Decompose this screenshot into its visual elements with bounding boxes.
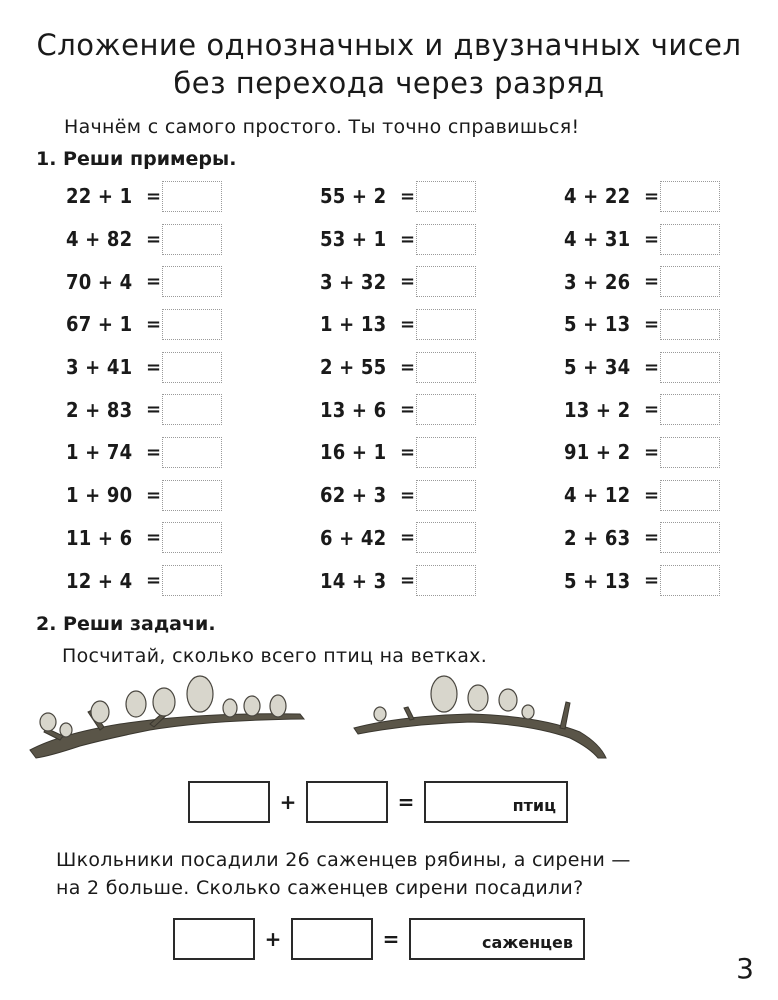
exercise-expression: 3 + 41: [66, 355, 133, 380]
exercise-expression: 13 + 2: [564, 397, 631, 422]
exercise-expression: 1 + 74: [66, 440, 133, 465]
equals-sign: =: [146, 356, 162, 378]
equals-sign: =: [400, 313, 416, 335]
problem2-equals-sign: =: [382, 927, 400, 951]
exercise-row: [564, 517, 720, 560]
exercise-expression: 4 + 82: [66, 227, 133, 252]
equals-sign: =: [400, 527, 416, 549]
exercise-expression: 2 + 63: [564, 525, 631, 550]
exercise-row: [66, 559, 222, 602]
problem2-line1: Школьники посадили 26 саженцев рябины, а сирени —: [56, 849, 631, 871]
exercise-expression: 70 + 4: [66, 269, 133, 294]
answer-box[interactable]: [660, 565, 720, 596]
exercise-row: [564, 474, 720, 517]
answer-box[interactable]: [162, 480, 222, 511]
answer-box[interactable]: [162, 224, 222, 255]
answer-box[interactable]: [660, 522, 720, 553]
exercise-row: [320, 559, 476, 602]
equals-sign: =: [400, 441, 416, 463]
exercise-row: [66, 346, 222, 389]
answer-box[interactable]: [416, 480, 476, 511]
answer-box[interactable]: [660, 352, 720, 383]
exercise-row: [320, 431, 476, 474]
exercise-expression: 5 + 13: [564, 312, 631, 337]
exercise-expression: 6 + 42: [320, 525, 387, 550]
answer-box[interactable]: [162, 181, 222, 212]
answer-box[interactable]: [416, 394, 476, 425]
exercise-expression: 16 + 1: [320, 440, 387, 465]
intro-text: Начнём с самого простого. Ты точно справишься!: [64, 116, 580, 138]
exercise-expression: 11 + 6: [66, 525, 133, 550]
exercise-row: [564, 218, 720, 261]
equals-sign: =: [644, 356, 660, 378]
equals-sign: =: [146, 570, 162, 592]
answer-box[interactable]: [416, 309, 476, 340]
exercise-row: [320, 346, 476, 389]
equals-sign: =: [400, 271, 416, 293]
answer-box[interactable]: [416, 352, 476, 383]
answer-box[interactable]: [162, 266, 222, 297]
task2-heading: 2. Реши задачи.: [36, 613, 216, 635]
equals-sign: =: [146, 441, 162, 463]
equals-sign: =: [400, 356, 416, 378]
equals-sign: =: [146, 271, 162, 293]
problem1-text: Посчитай, сколько всего птиц на ветках.: [62, 645, 488, 667]
answer-box[interactable]: [660, 309, 720, 340]
problem2-line2: на 2 больше. Сколько саженцев сирени посадили?: [56, 877, 584, 899]
exercise-row: [320, 218, 476, 261]
exercise-row: [66, 431, 222, 474]
exercise-row: [320, 517, 476, 560]
answer-box[interactable]: [660, 394, 720, 425]
answer-box[interactable]: [416, 224, 476, 255]
answer-box[interactable]: [660, 437, 720, 468]
problem1-addend2-box[interactable]: [306, 781, 388, 823]
problem2-unit: саженцев: [482, 933, 573, 952]
answer-box[interactable]: [416, 181, 476, 212]
exercise-row: [66, 218, 222, 261]
exercise-row: [66, 474, 222, 517]
equals-sign: =: [644, 570, 660, 592]
answer-box[interactable]: [416, 437, 476, 468]
page-number: 3: [736, 952, 754, 985]
equals-sign: =: [400, 185, 416, 207]
birds-on-branches-illustration: [0, 672, 778, 772]
exercise-row: [66, 260, 222, 303]
exercise-row: [564, 431, 720, 474]
exercise-expression: 62 + 3: [320, 483, 387, 508]
equals-sign: =: [644, 271, 660, 293]
exercise-expression: 22 + 1: [66, 184, 133, 209]
exercise-row: [320, 474, 476, 517]
problem1-answer-box[interactable]: [424, 781, 568, 823]
exercise-expression: 3 + 26: [564, 269, 631, 294]
equals-sign: =: [644, 313, 660, 335]
exercise-expression: 14 + 3: [320, 568, 387, 593]
problem1-plus-sign: +: [279, 790, 297, 814]
equals-sign: =: [644, 185, 660, 207]
exercise-row: [66, 388, 222, 431]
answer-box[interactable]: [162, 394, 222, 425]
page-title-line1: Сложение однозначных и двузначных чисел: [36, 28, 742, 62]
exercise-expression: 5 + 13: [564, 568, 631, 593]
problem2-addend2-box[interactable]: [291, 918, 373, 960]
exercise-expression: 13 + 6: [320, 397, 387, 422]
equals-sign: =: [400, 228, 416, 250]
answer-box[interactable]: [660, 224, 720, 255]
equals-sign: =: [400, 484, 416, 506]
equals-sign: =: [146, 228, 162, 250]
exercise-expression: 91 + 2: [564, 440, 631, 465]
equals-sign: =: [644, 441, 660, 463]
exercise-row: [320, 260, 476, 303]
equals-sign: =: [146, 399, 162, 421]
equals-sign: =: [400, 399, 416, 421]
equals-sign: =: [146, 527, 162, 549]
equals-sign: =: [644, 527, 660, 549]
answer-box[interactable]: [416, 565, 476, 596]
equals-sign: =: [146, 313, 162, 335]
exercise-row: [320, 303, 476, 346]
exercise-expression: 3 + 32: [320, 269, 387, 294]
problem1-addend1-box[interactable]: [188, 781, 270, 823]
equals-sign: =: [146, 484, 162, 506]
equals-sign: =: [644, 484, 660, 506]
exercise-expression: 53 + 1: [320, 227, 387, 252]
exercise-row: [564, 346, 720, 389]
exercise-expression: 4 + 22: [564, 184, 631, 209]
exercise-row: [564, 388, 720, 431]
equals-sign: =: [644, 399, 660, 421]
exercise-row: [320, 175, 476, 218]
equals-sign: =: [644, 228, 660, 250]
exercise-row: [66, 175, 222, 218]
problem2-equation: [173, 918, 585, 960]
page-title-line2: без перехода через разряд: [173, 66, 605, 100]
equals-sign: =: [146, 185, 162, 207]
exercise-expression: 67 + 1: [66, 312, 133, 337]
exercise-expression: 55 + 2: [320, 184, 387, 209]
problem2-addend1-box[interactable]: [173, 918, 255, 960]
exercise-row: [564, 303, 720, 346]
exercise-column-1: [66, 175, 222, 602]
answer-box[interactable]: [162, 309, 222, 340]
answer-box[interactable]: [660, 266, 720, 297]
exercise-expression: 12 + 4: [66, 568, 133, 593]
exercise-row: [66, 517, 222, 560]
exercise-row: [564, 175, 720, 218]
problem2-text: [56, 846, 631, 902]
exercise-column-2: [320, 175, 476, 602]
problem1-equals-sign: =: [397, 790, 415, 814]
answer-box[interactable]: [416, 522, 476, 553]
exercise-expression: 4 + 12: [564, 483, 631, 508]
answer-box[interactable]: [162, 437, 222, 468]
exercise-row: [66, 303, 222, 346]
answer-box[interactable]: [660, 181, 720, 212]
problem2-plus-sign: +: [264, 927, 282, 951]
exercise-expression: 2 + 83: [66, 397, 133, 422]
problem1-equation: [188, 781, 568, 823]
exercise-expression: 1 + 90: [66, 483, 133, 508]
answer-box[interactable]: [416, 266, 476, 297]
exercise-expression: 5 + 34: [564, 355, 631, 380]
problem2-answer-box[interactable]: [409, 918, 585, 960]
exercise-expression: 4 + 31: [564, 227, 631, 252]
exercise-column-3: [564, 175, 720, 602]
task1-heading: 1. Реши примеры.: [36, 148, 237, 170]
problem1-unit: птиц: [512, 796, 556, 815]
equals-sign: =: [400, 570, 416, 592]
answer-box[interactable]: [162, 565, 222, 596]
answer-box[interactable]: [162, 352, 222, 383]
answer-box[interactable]: [162, 522, 222, 553]
answer-box[interactable]: [660, 480, 720, 511]
exercise-expression: 2 + 55: [320, 355, 387, 380]
exercise-row: [564, 559, 720, 602]
exercise-row: [320, 388, 476, 431]
exercise-expression: 1 + 13: [320, 312, 387, 337]
exercise-row: [564, 260, 720, 303]
